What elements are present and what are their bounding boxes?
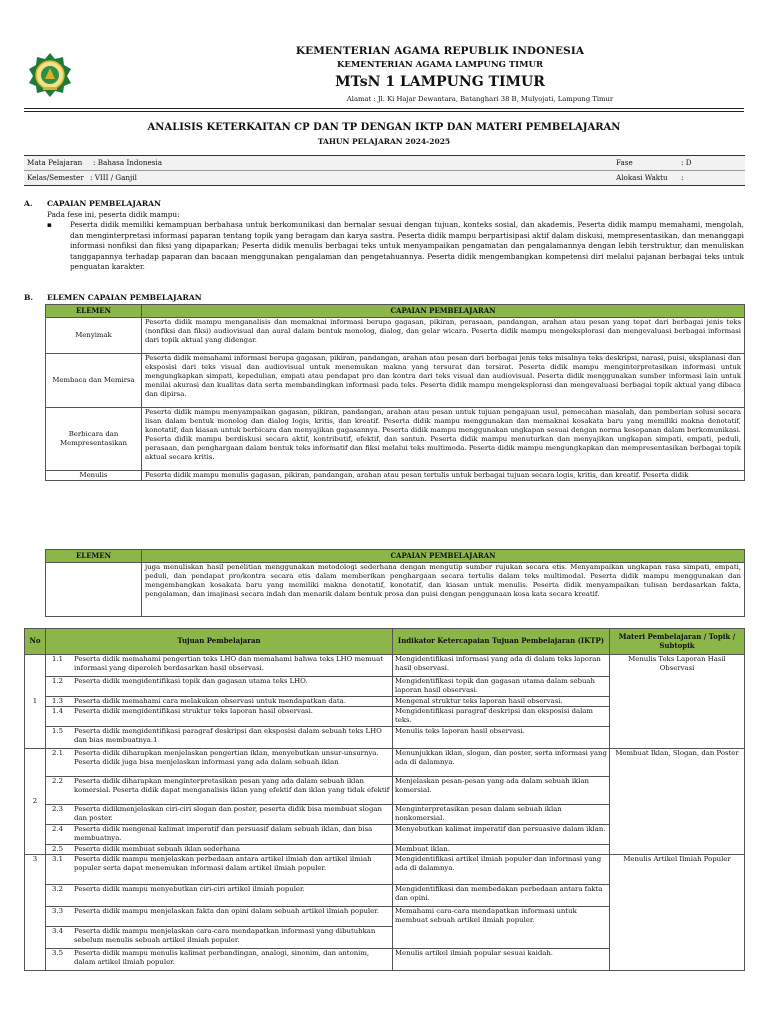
cp-elements-table-continued (45, 549, 745, 617)
col-materi: Materi Pembelajaran / Topik / Subtopik (610, 629, 745, 655)
tp-number: 2.2 (52, 777, 63, 785)
tp-item (46, 927, 393, 949)
table-row (25, 855, 745, 885)
iktp-text: Menunjukkan iklan, slogan, dan poster, serta informasi yang ada di dalamnya. (393, 749, 610, 777)
iktp-text: Menginterpretasikan pesan dalam sebuah iklan nonkomersial. (393, 805, 610, 825)
tp-number: 1.1 (52, 655, 63, 663)
tp-text: Peserta didik memahami cara melakukan observasi untuk mendapatkan data. (74, 697, 346, 705)
tp-text: Peserta didik mampu menyebutkan ciri-ciri artikel ilmiah populer. (74, 885, 305, 893)
iktp-text: Mengidentifikasi dan membedakan perbedaan antara fakta dan opini. (393, 885, 610, 907)
iktp-text: Mengidentifikasi paragraf deskripsi dan eksposisi dalam teks. (393, 707, 610, 727)
section-b-letter: B. (24, 293, 34, 302)
phase-label: Fase (616, 158, 633, 167)
col-iktp: Indikator Ketercapaian Tujuan Pembelajaran (IKTP) (393, 629, 610, 655)
section-a-text: Peserta didik memiliki kemampuan berbahasa untuk berkomunikasi dan bernalar sesuai dengan tujuan, konteks sosial, dan akademis. Peserta didik mampu memahami, mengolah, dan menginterpretasi informasi paparan tentang topik yang beragam dan karya sastra. Peserta didik mampu berpartisipasi aktif dalam diskusi, mempresentasikan, dan menanggapi informasi nonfiksi dan fiksi yang dipaparkan; Peserta didik menulis berbagai teks untuk menyampaikan pengamatan dan pengalamannya dengan lebih terstruktur, dan menuliskan tanggapannya terhadap paparan dan bacaan menggunakan pengalaman dan pengetahuannya. Peserta didik mengembangkan kompetensi diri melalui pajanan berbagai teks untuk penguatan karakter. (70, 220, 744, 271)
tp-text: Peserta didik membuat sebuah iklan sederhana (74, 845, 241, 853)
row-number: 3 (25, 855, 46, 971)
office-name: KEMENTERIAN AGAMA LAMPUNG TIMUR (336, 60, 544, 70)
tp-text: Peserta didik mampu menjelaskan perbedaan antara artikel ilmiah dan artikel ilmiah populer serta dapat menemukan informasi dalam artikel ilmiah populer. (74, 855, 372, 872)
table-row (46, 318, 745, 354)
section-b-heading: ELEMEN CAPAIAN PEMBELAJARAN (47, 293, 202, 302)
element-cp-text: juga menuliskan hasil penelitian menggunakan metodologi sederhana dengan mengutip sumber rujukan secara etis. Menyampaikan ungkapan rasa simpati, empati, peduli, dan pendapat pro/kontra secara etis dalam memberikan penghargaan secara tertulis dalam teks multimodal. Peserta didik mampu menggunakan dan mengembangkan kosakata baru yang memiliki makna denotatif, konotatif, dan kiasan untuk menulis. Peserta didik menyampaikan tulisan berdasarkan fakta, pengalaman, dan imajinasi secara indah dan menarik dalam bentuk prosa dan puisi dengan penggunaan kosa kata secara kreatif. (142, 563, 745, 617)
identity-table (24, 155, 745, 186)
tp-number: 3.3 (52, 907, 63, 915)
ministry-logo-icon (26, 51, 74, 99)
element-name-empty (46, 563, 142, 617)
element-cp-text: Peserta didik mampu menganalisis dan memaknai informasi berupa gagasan, pikiran, perasaan, pandangan, arahan atau pesan yang tepat dari berbagai jenis teks (nonfiksi dan fiksi) audiovisual dan aural dalam bentuk monolog, dialog, dan gelar wicara. Peserta didik mampu mengeksplorasi dan mengevaluasi berbagai informasi dari topik aktual yang didengar. (142, 318, 745, 354)
col-tp: Tujuan Pembelajaran (46, 629, 393, 655)
subject-label: Mata Pelajaran (27, 158, 83, 167)
table-header-row (46, 305, 745, 318)
tp-number: 3.1 (52, 855, 63, 863)
table-row (46, 408, 745, 471)
tp-item (46, 949, 393, 971)
table-row (46, 354, 745, 408)
iktp-text: Menyebutkan kalimat imperatif dan persuasive dalam iklan. (393, 825, 610, 845)
info-row-subject (24, 156, 745, 170)
element-cp-text: Peserta didik mampu menulis gagasan, pikiran, pandangan, arahan atau pesan tertulis untuk berbagai tujuan secara logis, kritis, dan kreatif. Peserta didik (142, 471, 745, 481)
tp-item (46, 825, 393, 845)
row-number: 1 (25, 655, 46, 749)
tp-item (46, 907, 393, 927)
tp-text: Peserta didik mampu menulis kalimat perbandingan, analogi, sinonim, dan antonim, dalam artikel ilmiah populer. (74, 949, 370, 966)
tp-number: 3.5 (52, 949, 63, 957)
info-row-class (24, 170, 745, 185)
school-address: Alamat : Jl. Ki Hajar Dewantara, Batanghari 38 B, Mulyojati, Lampung Timur (346, 95, 614, 103)
subject-value: : Bahasa Indonesia (93, 158, 162, 167)
letterhead-divider (24, 108, 744, 109)
tp-number: 1.5 (52, 727, 63, 735)
tp-number: 1.3 (52, 697, 63, 705)
tp-item (46, 697, 393, 707)
phase-value: : D (681, 158, 692, 167)
table-header-row (46, 550, 745, 563)
table-row (25, 749, 745, 777)
tp-text: Peserta didikmenjelaskan ciri-ciri slogan dan poster, peserta didik bisa membuat slogan dan poster. (74, 805, 382, 822)
materi-text: Membuat Iklan, Slogan, dan Poster (610, 749, 745, 855)
element-cp-text: Peserta didik memahami informasi berupa gagasan, pikiran, pandangan, arahan atau pesan dari berbagai jenis teks misalnya teks deskripsi, narasi, puisi, eksplanasi dan eksposisi dari teks visual dan audiovisual untuk menemukan makna yang tersurat dan tersirat. Peserta didik mampu menginterpretasikan informasi untuk mengungkapkan simpati, kepedulian, empati atau pendapat pro dan kontra dari teks visual dan audiovisual. Peserta didik menggunakan sumber informasi lain untuk menilai akurasi dan kualitas data serta membandingkan informasi pada teks. Peserta didik mampu mengeksplorasi dan mengevaluasi berbagai topik aktual yang dibaca dan dipirsa. (142, 354, 745, 408)
tp-item (46, 655, 393, 677)
tp-item (46, 707, 393, 727)
iktp-text: Mengenal struktur teks laporan hasil observasi. (393, 697, 610, 707)
element-cp-text: Peserta didik mampu menyampaikan gagasan, pikiran, pandangan, arahan atau pesan untuk tujuan pengajuan usul, pemecahan masalah, dan pemberian solusi secara lisan dalam bentuk monolog dan dialog logis, kritis, dan kreatif. Peserta didik mampu menggunakan dan memaknai kosakata baru yang memiliki makna denotatif, konotatif, dan kiasan untuk berbicara dan menyajikan gagasannya. Peserta didik mampu menggunakan ungkapan sesuai dengan norma kesopanan dalam berkomunikasi. Peserta didik mampu berdiskusi secara aktif, kontributif, efektif, dan santun. Peserta didik mampu menuturkan dan menyajikan ungkapan simpati, empati, peduli, perasaan, dan penghargaan dalam bentuk teks informatif dan fiksi melalui teks multimoda. Peserta didik mampu mengungkapkan dan mempresentasikan berbagai topik aktual secara kritis. (142, 408, 745, 471)
academic-year: TAHUN PELAJARAN 2024-2025 (317, 137, 451, 146)
document-title: ANALISIS KETERKAITAN CP DAN TP DENGAN IKTP DAN MATERI PEMBELAJARAN (147, 122, 621, 133)
tp-iktp-table (24, 628, 745, 971)
tp-number: 3.2 (52, 885, 63, 893)
iktp-text: Mengidentifikasi informasi yang ada di dalam teks laporan hasil observasi. (393, 655, 610, 677)
element-name: Membaca dan Memirsa (46, 354, 142, 408)
iktp-text: Memahami cara-cara mendapatkan informasi untuk membuat sebuah artikel ilmiah populer. (393, 907, 610, 949)
iktp-text: Mengidentifikasi topik dan gagasan utama dalam sebuah laporan hasil observasi. (393, 677, 610, 697)
tp-number: 2.1 (52, 749, 63, 757)
col-element: ELEMEN (46, 550, 142, 563)
tp-number: 2.3 (52, 805, 63, 813)
materi-text: Menulis Artikel Ilmiah Populer (610, 855, 745, 971)
tp-text: Peserta didik mengenal kalimat imperatif dan persuasif dalam sebuah iklan, dan bisa membuatnya. (74, 825, 373, 842)
element-name: Menyimak (46, 318, 142, 354)
iktp-text: Mengidentifikasi artikel ilmiah populer dan informasi yang ada di dalamnya. (393, 855, 610, 885)
col-no: No (25, 629, 46, 655)
col-cp: CAPAIAN PEMBELAJARAN (142, 305, 745, 318)
iktp-text: Menulis teks laporan hasil observasi. (393, 727, 610, 749)
tp-item (46, 677, 393, 697)
tp-item (46, 727, 393, 749)
element-name: Menulis (46, 471, 142, 481)
tp-item (46, 805, 393, 825)
tp-item (46, 845, 393, 855)
school-name: MTsN 1 LAMPUNG TIMUR (335, 74, 545, 90)
tp-number: 2.4 (52, 825, 63, 833)
time-label: Alokasi Waktu (616, 173, 668, 182)
tp-number: 3.4 (52, 927, 63, 935)
tp-text: Peserta didik mengidentifikasi paragraf deskripsi dan eksposisi dalam sebuah teks LHO dan bias membuatnya.1 (74, 727, 382, 744)
tp-text: Peserta didik mengidentifikasi struktur teks laporan hasil observasi. (74, 707, 313, 715)
iktp-text: Menulis artikel ilmiah popular sesuai kaidah. (393, 949, 610, 971)
tp-item (46, 777, 393, 805)
table-row (46, 563, 745, 617)
ministry-name: KEMENTERIAN AGAMA REPUBLIK INDONESIA (295, 45, 585, 57)
tp-text: Peserta didik diharapkan menjelaskan pengertian iklan, menyebutkan unsur-unsurnya. Peserta didik juga bisa menjelaskan informasi yang ada dalam sebuah iklan (74, 749, 379, 766)
tp-item (46, 855, 393, 885)
table-header-row (25, 629, 745, 655)
tp-number: 2.5 (52, 845, 63, 853)
tp-item (46, 749, 393, 777)
section-a-heading: CAPAIAN PEMBELAJARAN (47, 199, 161, 208)
cp-elements-table (45, 304, 745, 481)
tp-text: Peserta didik mampu menjelaskan fakta dan opini dalam sebuah artikel ilmiah populer. (74, 907, 379, 915)
tp-text: Peserta didik memahami pengertian teks LHO dan memahami bahwa teks LHO memuat informasi yang diperoleh berdasarkan hasil observasi. (74, 655, 383, 672)
tp-number: 1.4 (52, 707, 63, 715)
tp-text: Peserta didik mengidentifikasi topik dan gagasan utama teks LHO. (74, 677, 308, 685)
col-element: ELEMEN (46, 305, 142, 318)
class-value: : VIII / Ganjil (90, 173, 137, 182)
table-row (25, 655, 745, 677)
materi-text: Menulis Teks Laporan Hasil Observasi (610, 655, 745, 749)
tp-text: Peserta didik mampu menjelaskan cara-cara mendapatkan informasi yang dibutuhkan sebelum menulis sebuah artikel ilmiah populer. (74, 927, 376, 944)
table-row (46, 471, 745, 481)
row-number: 2 (25, 749, 46, 855)
letterhead-divider-thin (24, 111, 744, 112)
section-a-intro: Pada fese ini, peserta didik mampu: (47, 210, 180, 219)
tp-text: Peserta didik diharapkan menginterpretasikan pesan yang ada dalam sebuah iklan komersial. Peserta didik dapat menganalisis iklan yang efektif dan iklan yang tidak efektif (74, 777, 390, 794)
class-label: Kelas/Semester (27, 173, 84, 182)
bullet-icon: ▪ (47, 220, 52, 229)
time-value: : (681, 173, 684, 182)
col-cp: CAPAIAN PEMBELAJARAN (142, 550, 745, 563)
section-a-letter: A. (24, 199, 33, 208)
tp-number: 1.2 (52, 677, 63, 685)
iktp-text: Membuat iklan. (393, 845, 610, 855)
tp-item (46, 885, 393, 907)
element-name: Berbicara dan Mempresentasikan (46, 408, 142, 471)
iktp-text: Menjelaskan pesan-pesan yang ada dalam sebuah iklan komersial. (393, 777, 610, 805)
